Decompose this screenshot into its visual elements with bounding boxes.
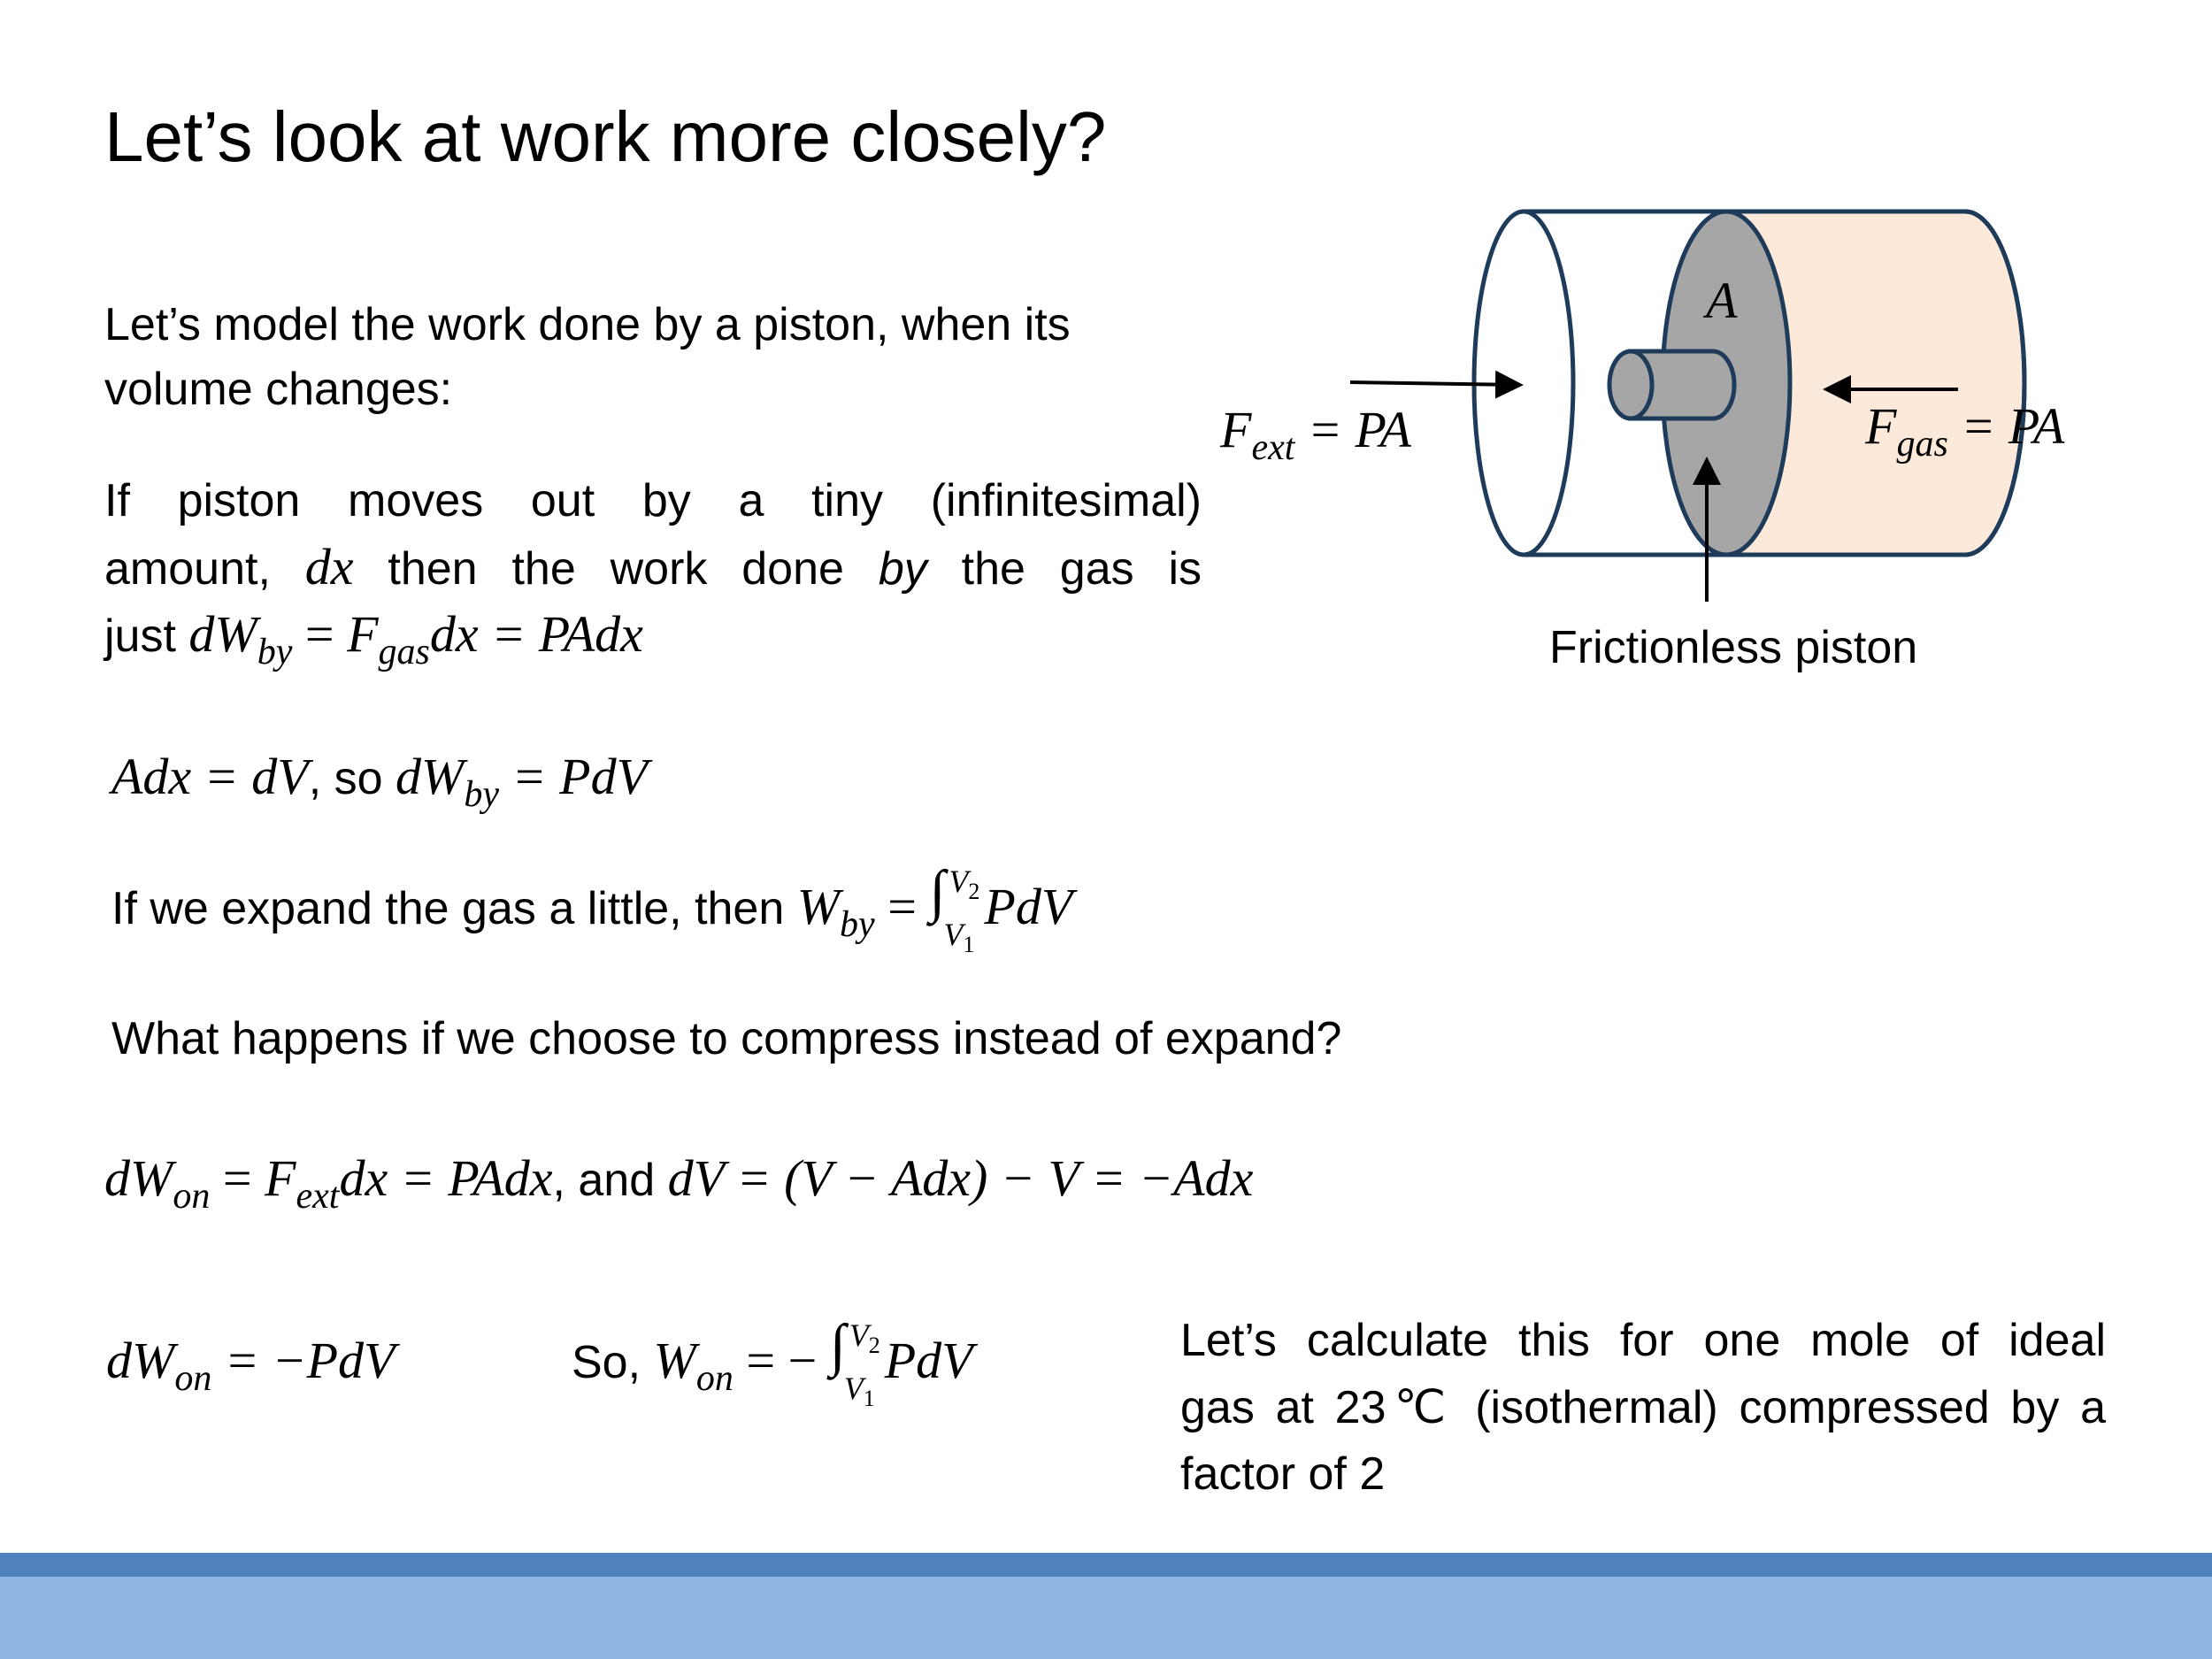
math-dx: dx xyxy=(304,538,354,595)
math: Adx = dV xyxy=(111,748,309,805)
math: = xyxy=(292,605,348,663)
math: dW xyxy=(106,1332,175,1389)
math: dV = (V − Adx) − V = −Adx xyxy=(667,1149,1254,1207)
integral-sign: ∫ xyxy=(829,1313,846,1378)
calc-para-line-1: Let’s calculate this for one mole of ideal xyxy=(1180,1315,2106,1366)
text: So, xyxy=(572,1337,654,1388)
math: dx = PAdx xyxy=(429,605,643,663)
math: dW xyxy=(396,748,465,805)
piston-label: Frictionless piston xyxy=(1549,622,1918,673)
math: W xyxy=(653,1332,696,1389)
math: PdV xyxy=(984,878,1073,935)
footer-band-dark xyxy=(0,1553,2212,1577)
math: dW xyxy=(104,1149,173,1207)
math: = xyxy=(874,878,930,935)
area-label: A xyxy=(1706,272,1738,329)
math: V xyxy=(943,917,964,952)
text: just xyxy=(104,611,176,662)
math-sub: ext xyxy=(296,1176,340,1217)
math: PdV xyxy=(884,1332,973,1389)
math: dx = PAdx xyxy=(339,1149,553,1207)
math: V xyxy=(849,1317,869,1353)
math: F xyxy=(347,605,379,663)
math-sub: 1 xyxy=(963,932,975,958)
math-sub: by xyxy=(840,904,875,945)
math: = −PdV xyxy=(211,1332,396,1389)
text: the gas is xyxy=(961,543,1202,595)
text: , so xyxy=(308,753,396,804)
math-sub: by xyxy=(257,632,293,672)
math: F xyxy=(1220,401,1252,458)
intro-line-2: volume changes: xyxy=(104,364,453,415)
fgas-label xyxy=(1865,396,2064,465)
math-sub: 2 xyxy=(968,879,980,905)
math-sub: on xyxy=(174,1358,212,1399)
math: F xyxy=(1865,397,1897,455)
math-sub: on xyxy=(695,1358,733,1399)
text: then the work done xyxy=(388,543,844,595)
math-sub: gas xyxy=(1896,424,1948,465)
piston-rod-end xyxy=(1609,351,1652,419)
compress-question: What happens if we choose to compress instead of expand? xyxy=(111,1013,1342,1064)
math: W xyxy=(796,878,841,935)
math: = PA xyxy=(1294,401,1411,458)
integral-sign: ∫ xyxy=(929,859,946,924)
emphasis-by: by xyxy=(878,543,927,595)
math-sub: 2 xyxy=(868,1333,880,1359)
fext-label xyxy=(1220,400,1411,469)
math: F xyxy=(265,1149,296,1207)
math: = PA xyxy=(1947,397,2065,455)
footer-band-light xyxy=(0,1577,2212,1659)
math: V xyxy=(949,864,969,899)
math: dW xyxy=(188,605,257,663)
math-sub: 1 xyxy=(863,1386,875,1412)
text: If we expand the gas a little, then xyxy=(111,883,797,934)
text: amount, xyxy=(104,543,271,595)
text: , and xyxy=(552,1155,668,1206)
math-sub: by xyxy=(464,774,499,815)
intro-line-1: Let’s model the work done by a piston, when its xyxy=(104,299,1071,350)
slide-title: Let’s look at work more closely? xyxy=(104,97,1107,176)
math-sub: gas xyxy=(378,632,430,672)
math: = − xyxy=(733,1332,830,1389)
calc-para-line-2: gas at 23℃ (isothermal) compressed by a xyxy=(1180,1382,2106,1433)
math: = xyxy=(210,1149,265,1207)
math: = PdV xyxy=(499,748,648,805)
calc-para-line-3: factor of 2 xyxy=(1180,1448,1386,1500)
math-sub: on xyxy=(173,1176,211,1217)
piston-para-line-1: If piston moves out by a tiny (infinitesimal) xyxy=(104,475,1202,526)
math: V xyxy=(843,1371,864,1406)
math-sub: ext xyxy=(1251,427,1295,468)
